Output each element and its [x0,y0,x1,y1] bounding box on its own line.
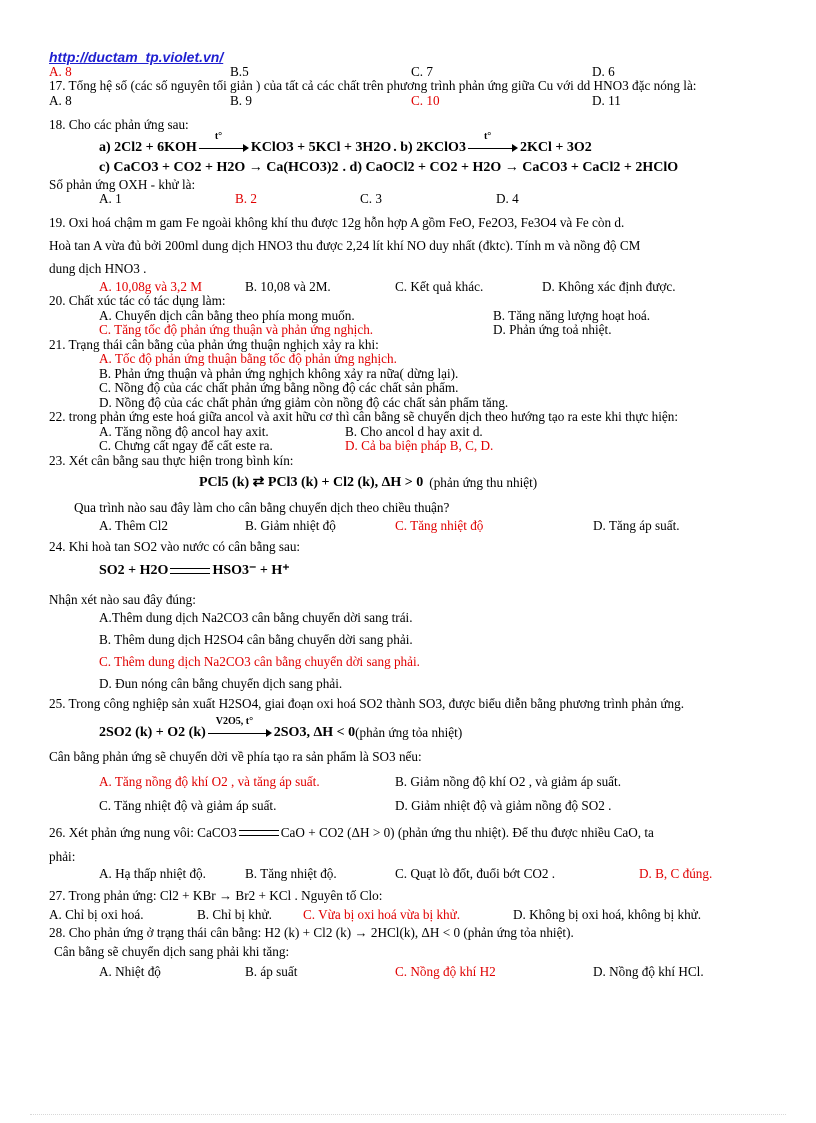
q17-stem: 17. Tổng hệ số (các số nguyên tối giản ) của tất cả các chất trên phương trình phản ứng giữa Cu với dd HNO3 đặc nóng là: [49,78,697,93]
q18-reaction-ab [49,130,791,156]
q22-stem: 22. trong phản ứng este hoá giữa ancol và axit hữu cơ thì cân bằng sẽ chuyển dịch theo hướng tạo ra este khi thực hiện: [49,409,679,424]
q18-a-cond: t° [214,130,223,142]
q22-option-d: D. Cả ba biện pháp B, C, D. [345,438,494,453]
q27-options [49,908,791,923]
q23-option-a: A. Thêm Cl2 [99,518,168,533]
q27-option-c: C. Vừa bị oxi hoá vừa bị khử. [303,906,461,922]
q24-option-b: B. Thêm dung dịch H2SO4 cân bằng chuyển dời sang phải. [99,632,413,647]
q23-option-d: D. Tăng áp suất. [593,518,680,533]
q16-option-d: D. 6 [592,63,615,79]
q28-option-d: D. Nồng độ khí HCl. [593,964,704,979]
q22-row1 [49,425,791,440]
equilibrium-arrow-icon [170,565,210,577]
q19-option-d: D. Không xác định được. [542,278,676,294]
footer-dotted-line [30,1114,786,1115]
q28-option-a: A. Nhiệt độ [99,964,161,979]
q16-option-a: A. 8 [49,63,72,79]
q26-options [49,867,791,882]
q18-a-left: a) 2Cl2 + 6KOH [99,139,197,155]
q18-question: Số phản ứng OXH - khử là: [49,176,196,192]
arrow-icon [199,142,249,154]
q25-eq-cond: V2O5, t° [215,715,254,727]
q28-stem: 28. Cho phản ứng ở trạng thái cân bằng: H2 (k) + Cl2 (k) → 2HCl(k), ΔH < 0 (phản ứng tỏa nhiệt). [49,925,574,940]
q25-option-d: D. Giảm nhiệt độ và giảm nồng độ SO2 . [395,798,612,813]
q21-stem: 21. Trạng thái cân bằng của phản ứng thuận nghịch xảy ra khi: [49,336,379,352]
q25-question: Cân bằng phản ứng sẽ chuyển dời về phía tạo ra sản phẩm là SO3 nếu: [49,749,422,764]
q17-option-b: B. 9 [230,92,252,108]
q21-option-b: B. Phản ứng thuận và phản ứng nghịch không xảy ra nữa( dừng lại). [99,365,459,381]
q16-options [49,65,791,80]
q26-option-d: D. B, C đúng. [639,865,713,881]
q22-row2 [49,439,791,454]
q19-line1: 19. Oxi hoá chậm m gam Fe ngoài không khí thu được 12g hỗn hợp A gồm FeO, Fe2O3, Fe3O4 và Fe còn d. [49,214,625,230]
q23-eq: PCl5 (k) ⇄ PCl3 (k) + Cl2 (k), ΔH > 0 [199,475,424,490]
q26-option-a: A. Hạ thấp nhiệt độ. [99,865,206,881]
q19-option-b: B. 10,08 và 2M. [245,278,331,294]
q20-option-a: A. Chuyển dịch cân bằng theo phía mong muốn. [99,307,355,323]
q25-option-a: A. Tăng nồng độ khí O2 , và tăng áp suất. [99,773,320,789]
q19-options [49,280,791,295]
q18-stem: 18. Cho các phản ứng sau: [49,117,189,132]
q24-equation [49,564,791,579]
q25-note: (phản ứng tỏa nhiệt) [355,724,463,740]
q23-option-c: C. Tăng nhiệt độ [395,518,484,533]
q21-option-d: D. Nồng độ của các chất phản ứng giảm còn nồng độ các chất sản phẩm tăng. [99,394,509,410]
q17-option-a: A. 8 [49,92,72,108]
q18-option-d: D. 4 [496,191,519,206]
q18-b-left: . b) 2KClO3 [393,139,466,155]
q20-stem: 20. Chất xúc tác có tác dụng làm: [49,293,226,308]
q25-option-b: B. Giảm nồng độ khí O2 , và giảm áp suất. [395,773,621,789]
q27-stem: 27. Trong phản ứng: Cl2 + KBr → Br2 + KCl . Nguyên tố Clo: [49,888,383,903]
q19-option-a: A. 10,08g và 3,2 M [99,278,202,294]
q25-line1: 25. Trong công nghiệp sản xuất H2SO4, giai đoạn oxi hoá SO2 thành SO3, được biểu diễn bằng phương trình phản ứng. [49,696,685,711]
q25-eq-right: 2SO3, ΔH < 0 [273,724,356,740]
q20-row2 [49,323,791,338]
q17-option-d: D. 11 [592,92,621,108]
q26-line1 [49,826,791,841]
q27-option-a: A. Chỉ bị oxi hoá. [49,906,144,922]
q18-c: c) CaCO3 + CO2 + H2O → Ca(HCO3)2 [99,160,339,175]
arrow-icon [468,142,518,154]
arrow-icon [208,727,272,739]
q25-eq-left: 2SO2 (k) + O2 (k) [99,724,206,740]
q16-option-c: C. 7 [411,63,433,79]
q27-option-d: D. Không bị oxi hoá, không bị khử. [513,906,702,922]
q28-option-c: C. Nồng độ khí H2 [395,964,496,979]
q20-option-c: C. Tăng tốc độ phản ứng thuận và phản ứng nghịch. [99,322,374,337]
q23-options [49,519,791,534]
q24-option-a: A.Thêm dung dịch Na2CO3 cân bằng chuyển dời sang trái. [99,610,413,625]
q26-line2: phải: [49,849,76,864]
q27-option-b: B. Chỉ bị khử. [197,906,272,922]
q25-row2 [49,799,791,814]
q18-reaction-cd [49,161,791,176]
q17-option-c: C. 10 [411,92,440,108]
q22-option-c: C. Chưng cất ngay để cất este ra. [99,438,273,453]
q18-option-b: B. 2 [235,191,257,206]
q18-a-right: KClO3 + 5KCl + 3H2O [250,139,392,155]
q17-options [49,94,791,109]
q22-option-a: A. Tăng nồng độ ancol hay axit. [99,423,269,439]
q18-option-a: A. 1 [99,191,122,206]
q22-option-b: B. Cho ancol d hay axit d. [345,423,483,439]
q25-option-c: C. Tăng nhiệt độ và giảm áp suất. [99,798,277,813]
q18-b-cond: t° [483,130,492,142]
q19-option-c: C. Kết quả khác. [395,278,484,294]
q24-eq-right: HSO3⁻ + H⁺ [212,563,290,578]
q24-stem: 24. Khi hoà tan SO2 vào nước có cân bằng sau: [49,538,301,554]
q28-options [49,965,791,980]
equilibrium-arrow-icon [239,827,279,839]
q24-eq-left: SO2 + H2O [99,563,169,578]
q23-equation [49,476,791,491]
q25-equation [49,715,791,741]
q18-options [49,192,791,207]
q24-question: Nhận xét nào sau đây đúng: [49,591,196,607]
q21-option-a: A. Tốc độ phản ứng thuận bằng tốc độ phản ứng nghịch. [99,351,397,366]
header-link[interactable]: http://ductam_tp.violet.vn/ [49,49,224,65]
q23-question: Qua trình nào sau đây làm cho cân bằng chuyển dịch theo chiều thuận? [74,499,450,515]
q18-d: . d) CaOCl2 + CO2 + H2O → CaCO3 + CaCl2 + 2HClO [342,160,679,175]
q20-row1 [49,309,791,324]
q26-option-b: B. Tăng nhiệt độ. [245,865,337,881]
q21-option-c: C. Nồng độ của các chất phản ứng bằng nồng độ các chất sản phẩm. [99,380,459,395]
q19-line3: dung dịch HNO3 . [49,260,147,276]
q20-option-b: B. Tăng năng lượng hoạt hoá. [493,307,651,323]
q24-option-c: C. Thêm dung dịch Na2CO3 cân bằng chuyển dời sang phải. [99,654,420,669]
q23-note: (phản ứng thu nhiệt) [429,475,538,490]
q26-option-c: C. Quạt lò đốt, đuổi bớt CO2 . [395,865,556,881]
q18-b-right: 2KCl + 3O2 [519,139,592,155]
q20-option-d: D. Phản ứng toả nhiệt. [493,322,612,337]
q23-stem: 23. Xét cân bằng sau thực hiện trong bình kín: [49,452,294,468]
q18-option-c: C. 3 [360,191,382,206]
q24-option-d: D. Đun nóng cân bằng chuyển dịch sang phải. [99,676,343,691]
q26-line1a: 26. Xét phản ứng nung vôi: CaCO3 [49,824,237,840]
q23-option-b: B. Giảm nhiệt độ [245,518,336,533]
q28-option-b: B. áp suất [245,964,298,979]
q16-option-b: B.5 [230,63,249,79]
q25-row1 [49,775,791,790]
q28-question: Cân bằng sẽ chuyển dịch sang phải khi tăng: [54,943,290,959]
q19-line2: Hoà tan A vừa đủ bởi 200ml dung dịch HNO3 thu được 2,24 lít khí NO duy nhất (đktc). Tính m và nồng độ CM [49,237,641,253]
q26-line1b: CaO + CO2 (ΔH > 0) (phản ứng thu nhiệt). Để thu được nhiều CaO, ta [280,824,654,840]
worksheet [49,50,791,980]
